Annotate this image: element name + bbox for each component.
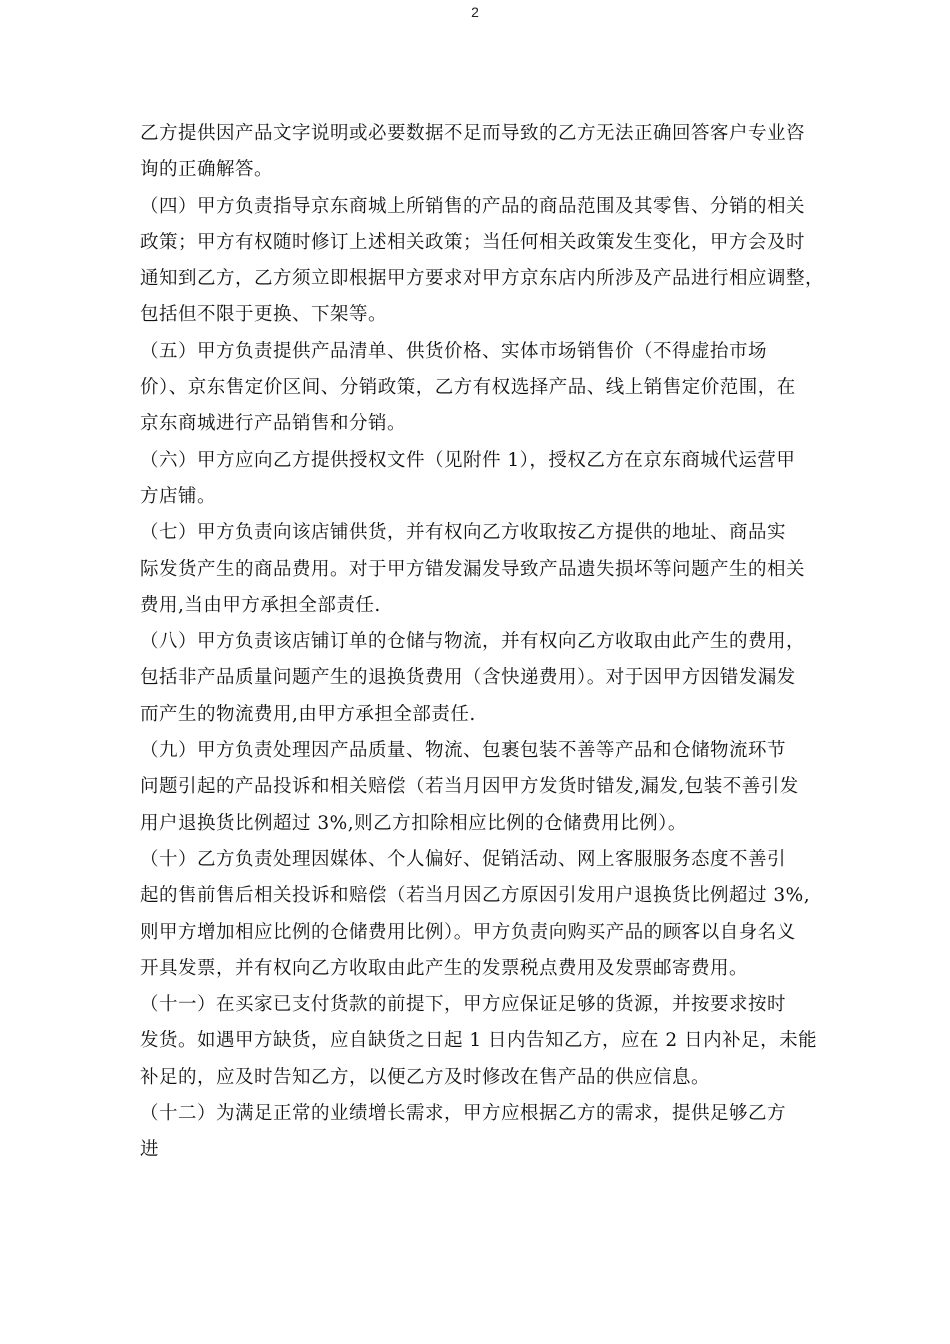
text-line: （十）乙方负责处理因媒体、个人偏好、促销活动、网上客服服务态度不善引 [140,848,787,870]
text-line: 方店铺。 [140,485,217,507]
text-line: （八）甲方负责该店铺订单的仓储与物流，并有权向乙方收取由此产生的费用， [140,631,806,653]
text-line: 则甲方增加相应比例的仓储费用比例）。甲方负责向购买产品的顾客以自身名义 [140,921,796,943]
clause-10 [140,842,820,987]
text-line: 际发货产生的商品费用。对于甲方错发漏发导致产品遗失损坏等问题产生的相关 [140,558,806,580]
clause-8 [140,624,820,733]
text-line: 政策；甲方有权随时修订上述相关政策；当任何相关政策发生变化，甲方会及时 [140,231,806,253]
text-line: 通知到乙方，乙方须立即根据甲方要求对甲方京东店内所涉及产品进行相应调整， [140,268,825,290]
text-line: 补足的，应及时告知乙方，以便乙方及时修改在售产品的供应信息。 [140,1066,711,1088]
text-line: 包括但不限于更换、下架等。 [140,304,388,326]
text-line: 京东商城进行产品销售和分销。 [140,413,407,435]
paragraph-continuation [140,116,820,189]
text-line: （六）甲方应向乙方提供授权文件（见附件 1），授权乙方在京东商城代运营甲 [140,449,796,471]
text-line: 问题引起的产品投诉和相关赔偿（若当月因甲方发货时错发,漏发,包装不善引发 [140,776,799,798]
clause-11 [140,987,820,1096]
clause-7 [140,515,820,624]
clause-12 [140,1096,820,1169]
page-number: 2 [471,4,479,20]
clause-9 [140,733,820,842]
text-line: 用户退换货比例超过 3%,则乙方扣除相应比例的仓储费用比例）。 [140,812,687,834]
text-line: 开具发票，并有权向乙方收取由此产生的发票税点费用及发票邮寄费用。 [140,957,749,979]
clause-5 [140,334,820,443]
text-line: 包括非产品质量问题产生的退换货费用（含快递费用）。对于因甲方因错发漏发 [140,667,796,689]
text-line: 进 [140,1139,160,1161]
text-line: （十一）在买家已支付货款的前提下，甲方应保证足够的货源，并按要求按时 [140,994,787,1016]
text-line: 而产生的物流费用,由甲方承担全部责任. [140,703,476,725]
text-line: （十二）为满足正常的业绩增长需求，甲方应根据乙方的需求，提供足够乙方 [140,1103,787,1125]
text-line: 费用,当由甲方承担全部责任. [140,594,381,616]
clause-4 [140,189,825,334]
text-line: （五）甲方负责提供产品清单、供货价格、实体市场销售价（不得虚抬市场 [140,340,768,362]
text-line: （九）甲方负责处理因产品质量、物流、包裹包装不善等产品和仓储物流环节 [140,740,787,762]
text-line: 询的正确解答。 [140,159,274,181]
text-line: 起的售前售后相关投诉和赔偿（若当月因乙方原因引发用户退换货比例超过 3%, [140,885,811,907]
text-line: 乙方提供因产品文字说明或必要数据不足而导致的乙方无法正确回答客户专业咨 [140,123,806,144]
clause-6 [140,443,820,516]
text-line: （四）甲方负责指导京东商城上所销售的产品的商品范围及其零售、分销的相关 [140,195,806,217]
text-line: 发货。如遇甲方缺货，应自缺货之日起 1 日内告知乙方，应在 2 日内补足，未能 [140,1030,818,1052]
text-line: 价）、京东售定价区间、分销政策，乙方有权选择产品、线上销售定价范围，在 [140,377,796,399]
text-line: （七）甲方负责向该店铺供货，并有权向乙方收取按乙方提供的地址、商品实 [140,522,787,544]
document-body [140,116,825,1169]
